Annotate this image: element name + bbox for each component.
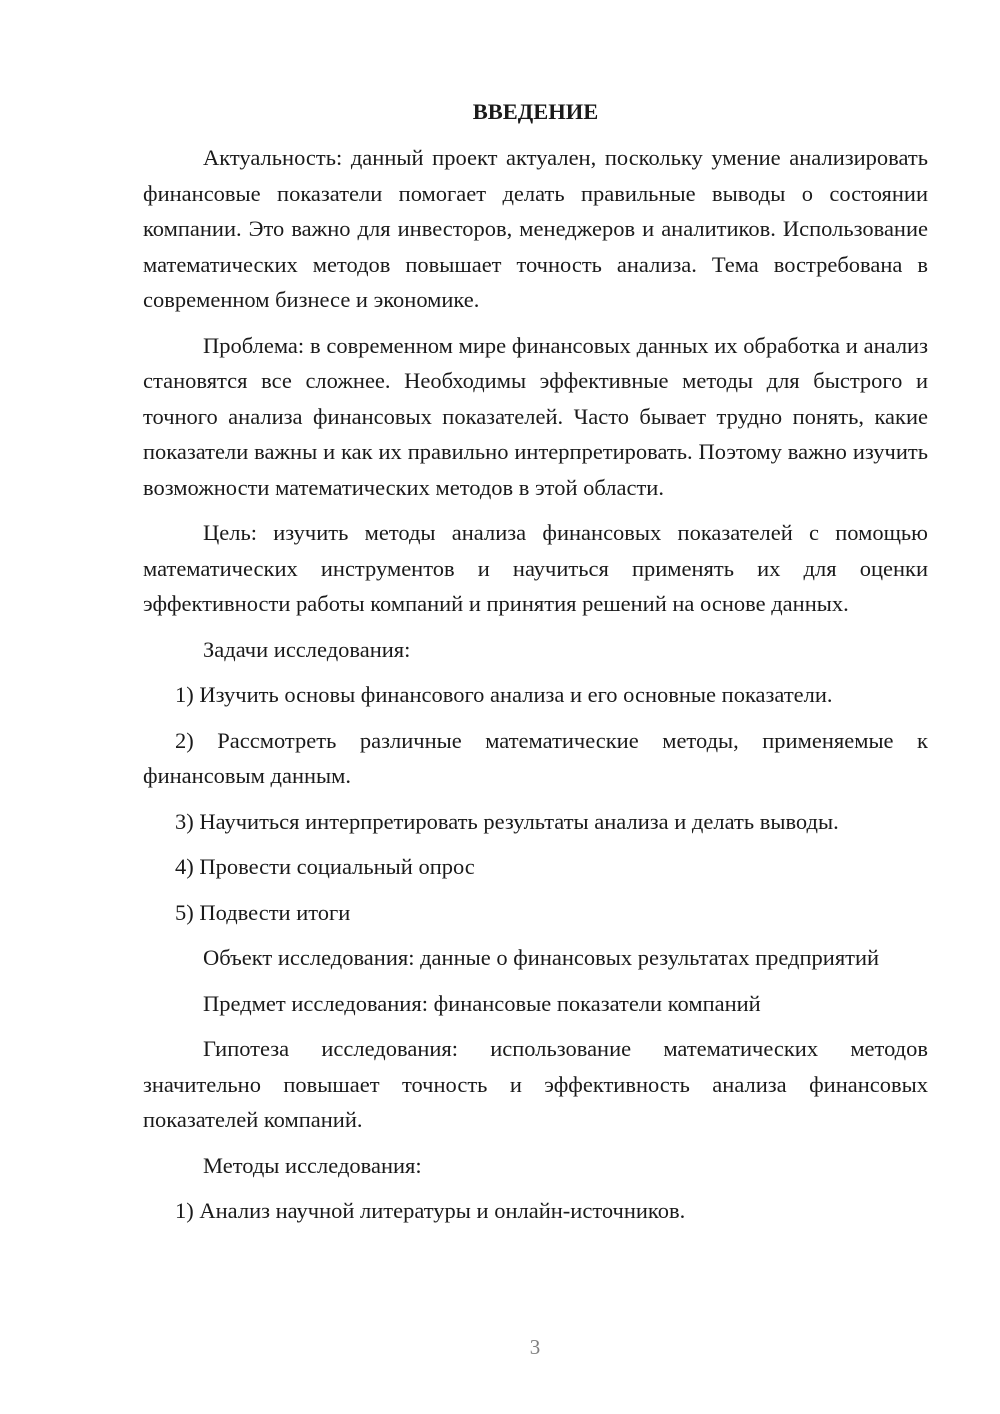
task-item-1: 1) Изучить основы финансового анализа и его основные показатели. [175,682,833,707]
method-item-1: 1) Анализ научной литературы и онлайн-источников. [175,1198,686,1223]
goal-paragraph: Цель: изучить методы анализа финансовых показателей с помощью математических инструментов и научиться применять их для оценки эффективности работы компаний и принятия решений на основе данных. [143,520,928,616]
relevance-paragraph: Актуальность: данный проект актуален, поскольку умение анализировать финансовые показатели помогает делать правильные выводы о состоянии компании. Это важно для инвесторов, менеджеров и аналитиков. Использование математических методов повышает точность анализа. Тема востребована в современном бизнесе и экономике. [143,145,928,312]
object-paragraph: Объект исследования: данные о финансовых результатах предприятий [203,945,880,970]
page-title: ВВЕДЕНИЕ [472,99,599,124]
methods-heading: Методы исследования: [203,1152,422,1178]
page-number: 3 [529,1335,541,1359]
subject-paragraph: Предмет исследования: финансовые показатели компаний [203,990,761,1016]
task-item-4: 4) Провести социальный опрос [175,854,475,879]
task-item-3: 3) Научиться интерпретировать результаты анализа и делать выводы. [175,808,839,834]
page-content [143,96,928,1239]
task-item-5: 5) Подвести итоги [175,899,351,925]
tasks-heading: Задачи исследования: [203,636,411,662]
hypothesis-paragraph: Гипотеза исследования: использование математических методов значительно повышает точность и эффективность анализа финансовых показателей компаний. [143,1036,928,1132]
task-item-2: 2) Рассмотреть различные математические методы, применяемые к финансовым данным. [143,727,928,788]
problem-paragraph: Проблема: в современном мире финансовых данных их обработка и анализ становятся все сложнее. Необходимы эффективные методы для быстрого и точного анализа финансовых показателей. Часто бывает трудно понять, какие показатели важны и как их правильно интерпретировать. Поэтому важно изучить возможности математических методов в этой области. [143,332,928,500]
